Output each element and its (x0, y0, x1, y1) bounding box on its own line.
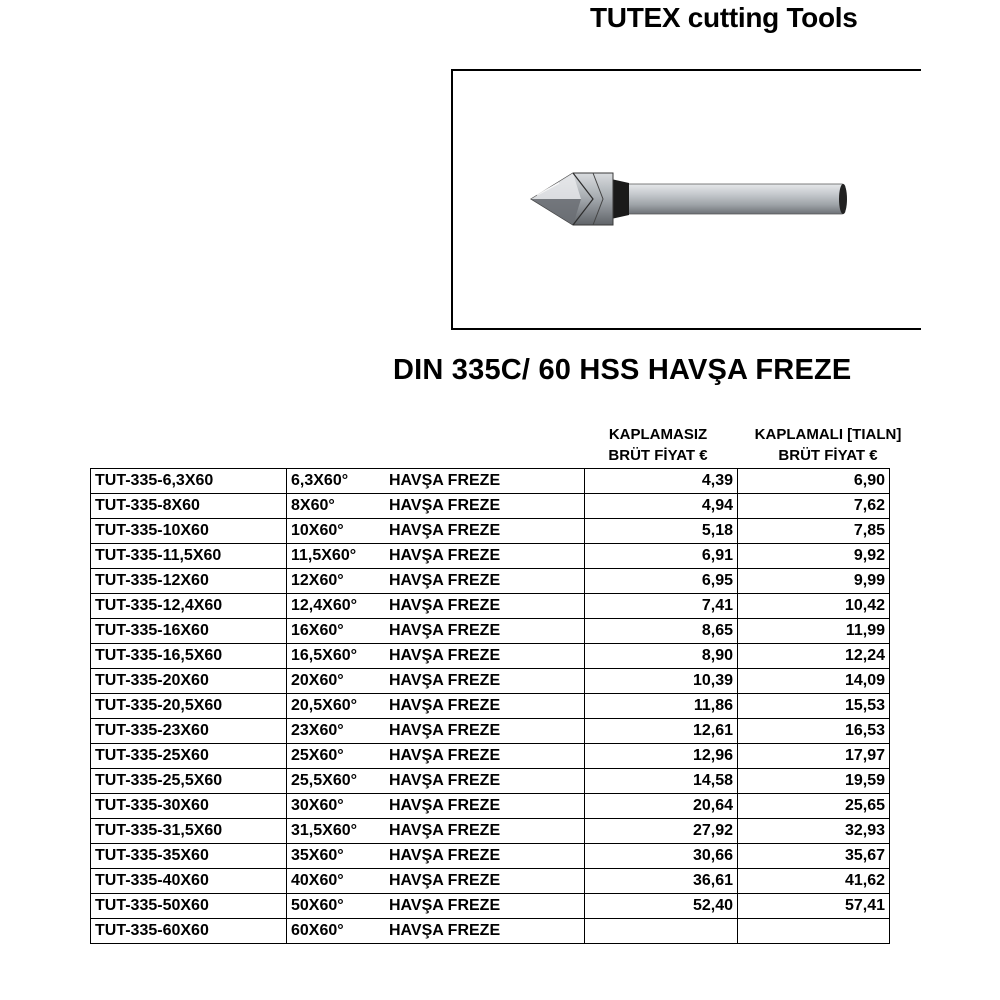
product-name: HAVŞA FREZE (389, 672, 501, 689)
brand-title: TUTEX cutting Tools (590, 2, 858, 33)
uncoated-price: 14,58 (585, 769, 738, 794)
product-size: 12X60° (291, 572, 344, 589)
product-size: 30X60° (291, 797, 344, 814)
uncoated-price: 6,91 (585, 544, 738, 569)
product-size: 50X60° (291, 897, 344, 914)
product-size: 31,5X60° (291, 822, 358, 839)
coated-price: 32,93 (738, 819, 890, 844)
product-size: 12,4X60° (291, 597, 358, 614)
uncoated-price: 30,66 (585, 844, 738, 869)
product-code: TUT-335-20X60 (91, 669, 287, 694)
uncoated-price: 27,92 (585, 819, 738, 844)
table-row (91, 744, 890, 769)
coated-price: 16,53 (738, 719, 890, 744)
table-row (91, 794, 890, 819)
table-row (91, 894, 890, 919)
product-name: HAVŞA FREZE (389, 922, 501, 939)
product-description (287, 569, 585, 594)
product-size: 6,3X60° (291, 472, 349, 489)
product-name: HAVŞA FREZE (389, 547, 501, 564)
uncoated-price: 4,39 (585, 469, 738, 494)
product-photo-frame (451, 69, 921, 330)
table-row (91, 644, 890, 669)
product-code: TUT-335-30X60 (91, 794, 287, 819)
product-code: TUT-335-6,3X60 (91, 469, 287, 494)
product-description (287, 794, 585, 819)
uncoated-price: 5,18 (585, 519, 738, 544)
table-row (91, 594, 890, 619)
coated-price: 11,99 (738, 619, 890, 644)
product-name: HAVŞA FREZE (389, 847, 501, 864)
product-description (287, 719, 585, 744)
table-row (91, 469, 890, 494)
product-code: TUT-335-12X60 (91, 569, 287, 594)
product-name: HAVŞA FREZE (389, 797, 501, 814)
table-row (91, 719, 890, 744)
product-size: 11,5X60° (291, 547, 357, 564)
product-code: TUT-335-35X60 (91, 844, 287, 869)
table-row (91, 569, 890, 594)
table-row (91, 694, 890, 719)
table-row (91, 494, 890, 519)
product-description (287, 869, 585, 894)
product-code: TUT-335-12,4X60 (91, 594, 287, 619)
product-code: TUT-335-20,5X60 (91, 694, 287, 719)
product-size: 25X60° (291, 747, 344, 764)
product-description (287, 744, 585, 769)
product-title: DIN 335C/ 60 HSS HAVŞA FREZE (393, 354, 852, 386)
uncoated-price: 10,39 (585, 669, 738, 694)
table-row (91, 769, 890, 794)
product-description (287, 544, 585, 569)
product-code: TUT-335-10X60 (91, 519, 287, 544)
uncoated-price-header (583, 424, 733, 466)
product-size: 8X60° (291, 497, 335, 514)
product-size: 16X60° (291, 622, 344, 639)
product-description (287, 619, 585, 644)
uncoated-price: 8,90 (585, 644, 738, 669)
uncoated-price: 12,96 (585, 744, 738, 769)
product-size: 60X60° (291, 922, 344, 939)
countersink-drill-bit-icon (453, 71, 923, 332)
product-name: HAVŞA FREZE (389, 647, 501, 664)
product-name: HAVŞA FREZE (389, 872, 501, 889)
coated-price-header (738, 424, 918, 466)
product-name: HAVŞA FREZE (389, 697, 501, 714)
table-row (91, 819, 890, 844)
product-code: TUT-335-50X60 (91, 894, 287, 919)
product-size: 20X60° (291, 672, 344, 689)
product-description (287, 919, 585, 944)
coated-price: 7,85 (738, 519, 890, 544)
uncoated-price: 12,61 (585, 719, 738, 744)
price-table (90, 468, 890, 944)
uncoated-price: 20,64 (585, 794, 738, 819)
product-code: TUT-335-60X60 (91, 919, 287, 944)
product-code: TUT-335-40X60 (91, 869, 287, 894)
product-description (287, 519, 585, 544)
table-row (91, 844, 890, 869)
product-name: HAVŞA FREZE (389, 497, 501, 514)
uncoated-price: 52,40 (585, 894, 738, 919)
coated-price: 15,53 (738, 694, 890, 719)
coated-price: 9,99 (738, 569, 890, 594)
table-row (91, 919, 890, 944)
coated-price (738, 919, 890, 944)
coated-price: 41,62 (738, 869, 890, 894)
product-code: TUT-335-25X60 (91, 744, 287, 769)
coated-price: 17,97 (738, 744, 890, 769)
coated-price: 14,09 (738, 669, 890, 694)
product-code: TUT-335-16,5X60 (91, 644, 287, 669)
product-name: HAVŞA FREZE (389, 747, 501, 764)
coated-price: 9,92 (738, 544, 890, 569)
product-name: HAVŞA FREZE (389, 722, 501, 739)
product-name: HAVŞA FREZE (389, 572, 501, 589)
uncoated-price: 8,65 (585, 619, 738, 644)
product-name: HAVŞA FREZE (389, 822, 501, 839)
product-description (287, 844, 585, 869)
uncoated-price (585, 919, 738, 944)
product-description (287, 469, 585, 494)
uncoated-price: 11,86 (585, 694, 738, 719)
table-row (91, 519, 890, 544)
product-description (287, 819, 585, 844)
coated-price: 12,24 (738, 644, 890, 669)
uncoated-price: 36,61 (585, 869, 738, 894)
product-description (287, 494, 585, 519)
uncoated-header-line2: BRÜT FİYAT € (608, 447, 708, 464)
coated-price: 25,65 (738, 794, 890, 819)
product-size: 10X60° (291, 522, 344, 539)
product-code: TUT-335-16X60 (91, 619, 287, 644)
table-row (91, 619, 890, 644)
product-code: TUT-335-31,5X60 (91, 819, 287, 844)
product-size: 16,5X60° (291, 647, 358, 664)
product-size: 25,5X60° (291, 772, 358, 789)
coated-price: 7,62 (738, 494, 890, 519)
product-name: HAVŞA FREZE (389, 472, 501, 489)
product-code: TUT-335-8X60 (91, 494, 287, 519)
product-size: 20,5X60° (291, 697, 358, 714)
product-code: TUT-335-25,5X60 (91, 769, 287, 794)
product-name: HAVŞA FREZE (389, 772, 501, 789)
product-description (287, 694, 585, 719)
product-description (287, 769, 585, 794)
uncoated-header-line1: KAPLAMASIZ (608, 426, 708, 443)
product-name: HAVŞA FREZE (389, 897, 501, 914)
product-description (287, 594, 585, 619)
product-size: 35X60° (291, 847, 344, 864)
coated-price: 10,42 (738, 594, 890, 619)
table-row (91, 669, 890, 694)
product-name: HAVŞA FREZE (389, 622, 501, 639)
uncoated-price: 4,94 (585, 494, 738, 519)
coated-price: 57,41 (738, 894, 890, 919)
product-description (287, 669, 585, 694)
product-description (287, 644, 585, 669)
table-row (91, 869, 890, 894)
product-name: HAVŞA FREZE (389, 522, 501, 539)
product-name: HAVŞA FREZE (389, 597, 501, 614)
coated-header-line1: KAPLAMALI [TIALN] (754, 426, 902, 443)
table-row (91, 544, 890, 569)
coated-price: 6,90 (738, 469, 890, 494)
product-size: 23X60° (291, 722, 344, 739)
product-code: TUT-335-23X60 (91, 719, 287, 744)
uncoated-price: 7,41 (585, 594, 738, 619)
uncoated-price: 6,95 (585, 569, 738, 594)
coated-price: 19,59 (738, 769, 890, 794)
product-size: 40X60° (291, 872, 344, 889)
product-code: TUT-335-11,5X60 (91, 544, 287, 569)
coated-header-line2: BRÜT FİYAT € (778, 447, 878, 464)
product-description (287, 894, 585, 919)
coated-price: 35,67 (738, 844, 890, 869)
